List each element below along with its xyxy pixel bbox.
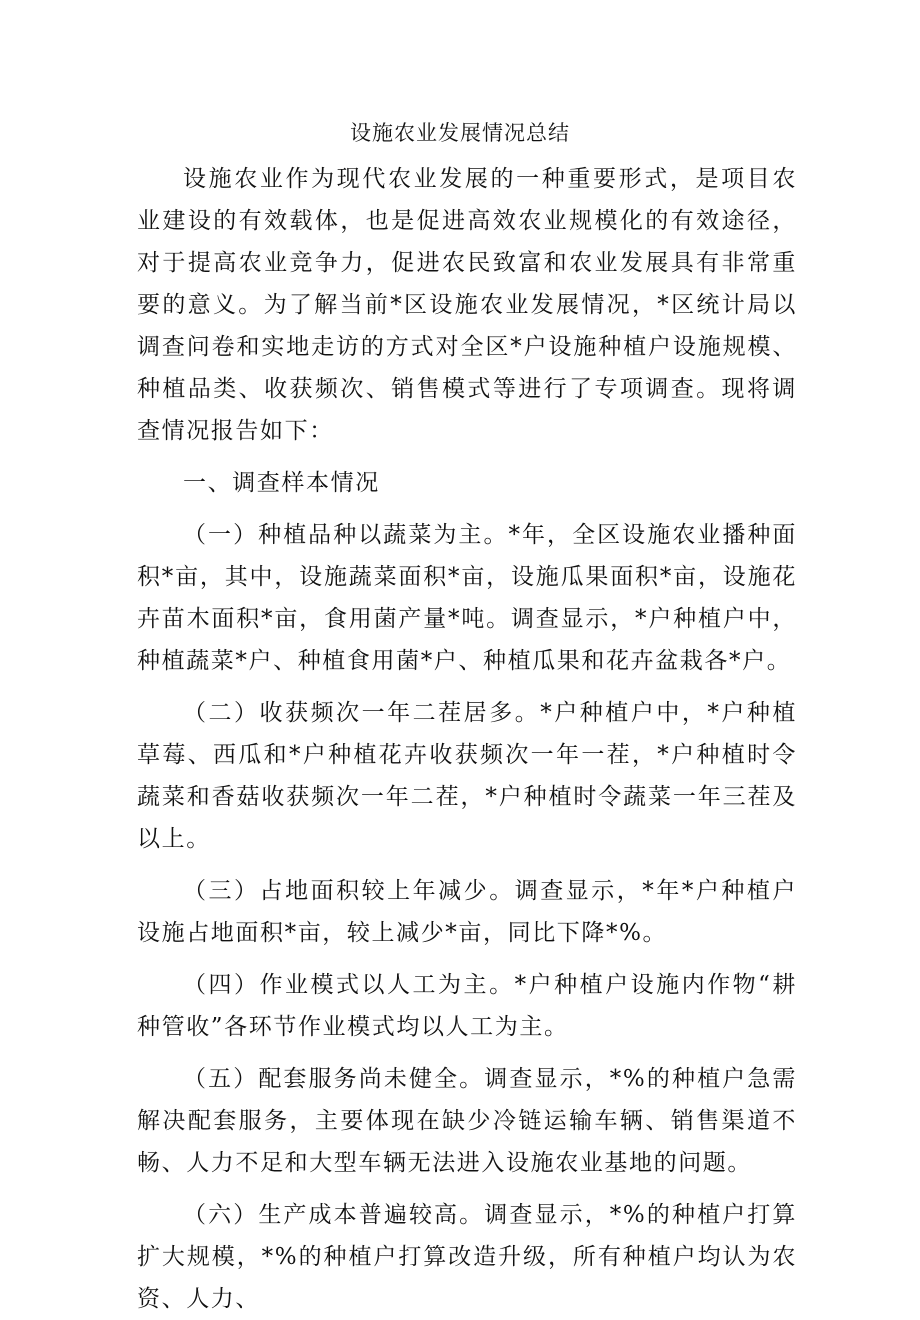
document-body xyxy=(137,158,797,1320)
paragraph-item-5: （五）配套服务尚未健全。调查显示，*%的种植户急需解决配套服务，主要体现在缺少冷链运输车辆、销售渠道不畅、人力不足和大型车辆无法进入设施农业基地的问题。 xyxy=(137,1066,797,1176)
paragraph-item-2: （二）收获频次一年二茬居多。*户种植户中，*户种植草莓、西瓜和*户种植花卉收获频次一年一茬，*户种植时令蔬菜和香菇收获频次一年二茬，*户种植时令蔬菜一年三茬及以上。 xyxy=(137,700,797,852)
paragraph-item-3: （三）占地面积较上年减少。调查显示，*年*户种植户设施占地面积*亩，较上减少*亩，同比下降*%。 xyxy=(137,878,797,946)
document-title: 设施农业发展情况总结 xyxy=(350,121,570,145)
section-heading-survey-sample: 一、调查样本情况 xyxy=(183,470,380,496)
intro-paragraph: 设施农业作为现代农业发展的一种重要形式，是项目农业建设的有效载体，也是促进高效农业规模化的有效途径，对于提高农业竞争力，促进农民致富和农业发展具有非常重要的意义。为了解当前*区设施农业发展情况，*区统计局以调查问卷和实地走访的方式对全区*户设施种植户设施规模、种植品类、收获频次、销售模式等进行了专项调查。现将调查情况报告如下： xyxy=(137,166,797,444)
paragraph-item-6: （六）生产成本普遍较高。调查显示，*%的种植户打算扩大规模，*%的种植户打算改造升级，所有种植户均认为农资、人力、 xyxy=(137,1202,797,1312)
paragraph-item-1: （一）种植品种以蔬菜为主。*年，全区设施农业播种面积*亩，其中，设施蔬菜面积*亩，设施瓜果面积*亩，设施花卉苗木面积*亩，食用菌产量*吨。调查显示，*户种植户中，种植蔬菜*户、种植食用菌*户、种植瓜果和花卉盆栽各*户。 xyxy=(137,522,797,674)
paragraph-item-4: （四）作业模式以人工为主。*户种植户设施内作物“耕种管收”各环节作业模式均以人工为主。 xyxy=(137,972,797,1040)
